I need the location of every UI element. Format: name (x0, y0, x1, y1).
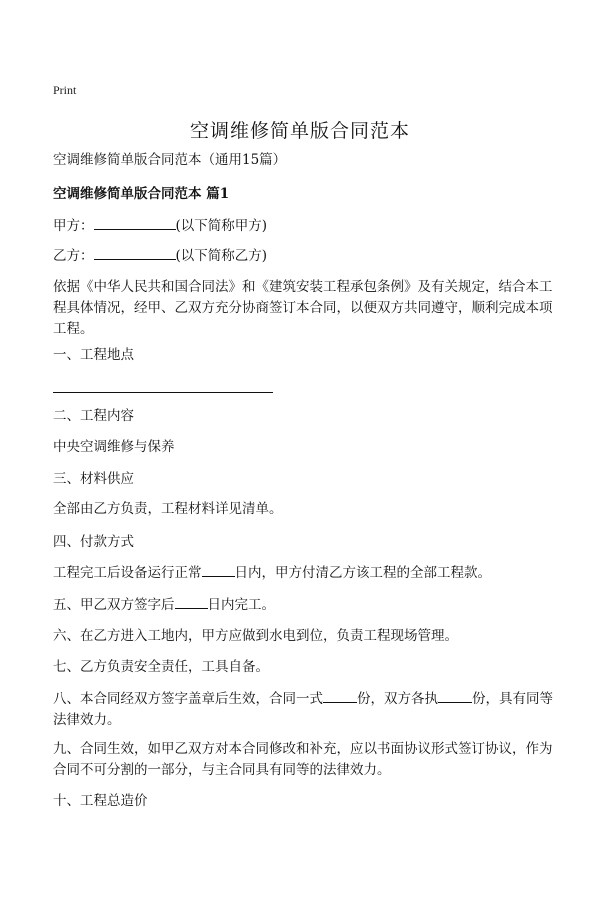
heading-location: 一、工程地点 (53, 347, 134, 363)
heading-total-price: 十、工程总造价 (53, 793, 148, 809)
clause-5-b: 日内完工。 (207, 597, 275, 613)
payment-text (53, 562, 553, 584)
clause-9: 九、合同生效，如甲乙双方对本合同修改和补充，应以书面协议形式签订协议，作为合同不可分割的一部分，与主合同具有同等的法律效力。 (53, 741, 553, 778)
payment-days-blank[interactable] (202, 562, 235, 577)
clause-5 (53, 594, 553, 616)
intro-paragraph: 依据《中华人民共和国合同法》和《建筑安装工程承包条例》及有关规定，结合本工程具体情况，经甲、乙双方充分协商签订本合同，以便双方共同遵守，顺利完成本项工程。 (53, 279, 553, 337)
document-subtitle: 空调维修简单版合同范本（通用15篇） (53, 152, 287, 168)
clause-8-b: 份，双方各执 (357, 691, 438, 707)
copies-each-blank[interactable] (438, 688, 472, 703)
location-blank[interactable] (53, 392, 273, 393)
heading-content: 二、工程内容 (53, 408, 134, 424)
copies-total-blank[interactable] (323, 688, 357, 703)
print-label: Print (53, 83, 77, 97)
party-b-suffix: (以下简称乙方) (175, 248, 268, 264)
party-a-blank[interactable] (94, 215, 176, 230)
party-b-line (53, 245, 553, 267)
party-a-suffix: (以下简称甲方) (175, 218, 268, 234)
clause-8-a: 八、本合同经双方签字盖章后生效，合同一式 (53, 691, 323, 707)
clause-7: 七、乙方负责安全责任，工具自备。 (53, 659, 269, 675)
clause-8 (53, 688, 553, 731)
clause-6: 六、在乙方进入工地内，甲方应做到水电到位，负责工程现场管理。 (53, 628, 458, 644)
party-a-label: 甲方： (53, 218, 94, 234)
clause-8-c: 份，具有同等法律效力。 (53, 691, 553, 728)
payment-text-a: 工程完工后设备运行正常 (53, 565, 202, 581)
heading-materials: 三、材料供应 (53, 471, 134, 487)
clause-5-a: 五、甲乙双方签字后 (53, 597, 175, 613)
section-title: 空调维修简单版合同范本 篇1 (53, 186, 230, 202)
payment-text-b: 日内，甲方付清乙方该工程的全部工程款。 (234, 565, 491, 581)
heading-payment: 四、付款方式 (53, 534, 134, 550)
document-title: 空调维修简单版合同范本 (189, 120, 410, 142)
party-b-label: 乙方： (53, 248, 94, 264)
materials-text: 全部由乙方负责，工程材料详见清单。 (53, 501, 283, 517)
party-a-line (53, 215, 553, 237)
party-b-blank[interactable] (94, 245, 176, 260)
completion-days-blank[interactable] (175, 594, 208, 609)
content-text: 中央空调维修与保养 (53, 439, 175, 455)
